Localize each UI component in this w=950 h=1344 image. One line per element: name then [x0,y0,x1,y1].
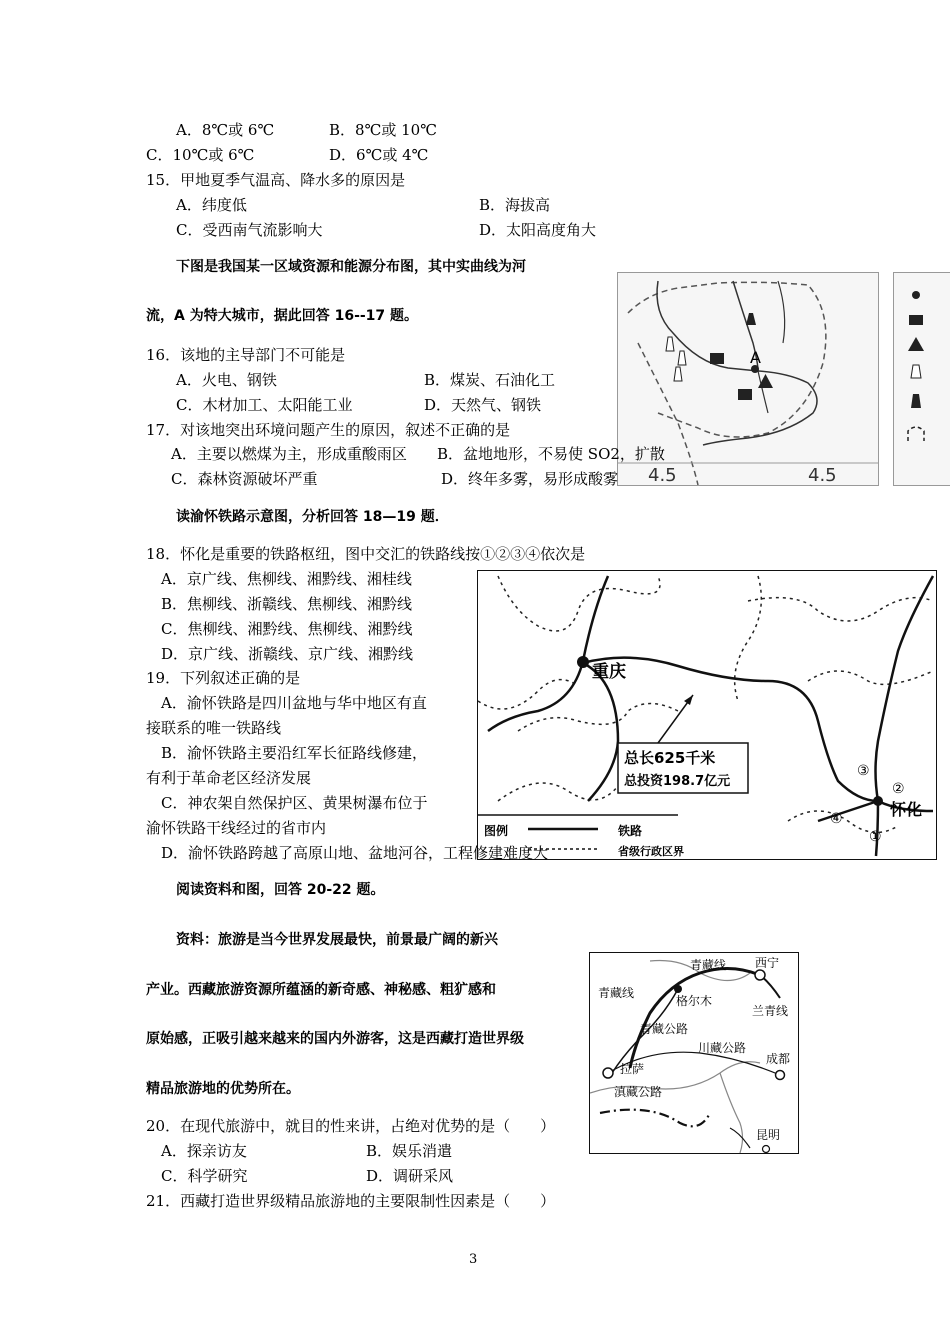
material-line3: 原始感，正吸引越来越来的国内外游客，这是西藏打造世界级 [146,1031,524,1047]
q19-option-d: D．渝怀铁路跨越了高原山地、盆地河谷，工程修建难度大 [161,844,549,862]
q18-stem: 18．怀化是重要的铁路枢纽，图中交汇的铁路线按①②③④依次是 [146,545,586,563]
label-qingzang-line-top: 青藏线 [690,958,727,972]
q15-stem: 15．甲地夏季气温高、降水多的原因是 [146,171,406,189]
rail-number-2: ② [892,781,905,797]
tibet-map-drawing [590,953,798,1153]
q15-option-b: B．海拔高 [479,196,551,214]
rail-number-4: ④ [830,811,843,827]
q14-option-a: A．8℃或 6℃ [176,121,275,139]
q16-stem: 16．该地的主导部门不可能是 [146,346,346,364]
city-chongqing: 重庆 [592,662,626,682]
legend-border-label: 省级行政区界 [618,845,684,858]
q20-option-a: A．探亲访友 [161,1142,247,1160]
resource-map-legend [893,272,950,486]
q17-option-b: B．盆地地形，不易使 SO2，扩散 [437,445,665,463]
q15-option-d: D．太阳高度角大 [479,221,597,239]
label-kunming: 昆明 [756,1128,781,1142]
map1-scale-left: 4.5 [648,465,677,485]
q17-option-d: D．终年多雾，易形成酸雾 [441,470,619,488]
q19-option-b-line1: B．渝怀铁路主要沿红军长征路线修建， [161,744,428,762]
q17-option-c: C．森林资源破坏严重 [171,470,318,488]
q15-option-a: A．纬度低 [176,196,247,214]
legend-rail-label: 铁路 [618,824,643,838]
rail-number-1: ① [869,829,882,845]
label-qingzang-road: 青藏公路 [640,1022,689,1036]
label-golmud: 格尔木 [676,994,713,1008]
q18-option-b: B．焦柳线、浙赣线、焦柳线、湘黔线 [161,595,413,613]
map1-scale-right: 4.5 [808,465,837,485]
q18-option-c: C．焦柳线、湘黔线、焦柳线、湘黔线 [161,620,413,638]
q18-option-a: A．京广线、焦柳线、湘黔线、湘桂线 [161,570,412,588]
railway-map-drawing [478,571,936,859]
rail-number-3: ③ [857,763,870,779]
q14-option-c: C．10℃或 6℃ [146,146,255,164]
intro-16-17-line1: 下图是我国某一区域资源和能源分布图，其中实曲线为河 [176,259,526,275]
q17-stem: 17．对该地突出环境问题产生的原因，叙述不正确的是 [146,421,511,439]
q20-stem: 20．在现代旅游中，就目的性来讲，占绝对优势的是（ ） [146,1117,556,1135]
q16-option-a: A．火电、钢铁 [176,371,277,389]
intro-16-17-line2: 流，A 为特大城市，据此回答 16--17 题。 [146,308,419,324]
label-xining: 西宁 [755,956,780,970]
q16-option-b: B．煤炭、石油化工 [424,371,556,389]
q17-option-a: A．主要以燃煤为主，形成重酸雨区 [171,445,407,463]
label-chuanzang-road: 川藏公路 [698,1041,747,1055]
q19-stem: 19．下列叙述正确的是 [146,669,301,687]
q20-option-d: D．调研采风 [366,1167,454,1185]
q21-stem: 21．西藏打造世界级精品旅游地的主要限制性因素是（ ） [146,1192,556,1210]
material-line4: 精品旅游地的优势所在。 [146,1081,300,1097]
railway-length-label: 总长625千米 [624,749,716,767]
q19-option-a-line2: 接联系的唯一铁路线 [146,719,282,737]
q19-option-a-line1: A．渝怀铁路是四川盆地与华中地区有直 [161,694,427,712]
resource-legend-symbols [894,273,950,485]
label-lanqing-line: 兰青线 [752,1004,789,1018]
q15-option-c: C．受西南气流影响大 [176,221,323,239]
legend-title: 图例 [484,824,509,838]
material-line1: 资料：旅游是当今世界发展最快，前景最广阔的新兴 [176,932,498,948]
intro-20-22: 阅读资料和图，回答 20-22 题。 [176,882,385,898]
tibet-transport-map [589,952,799,1154]
city-a-label: A [750,348,761,367]
intro-18-19: 读渝怀铁路示意图，分析回答 18—19 题． [176,509,449,525]
q19-option-c-line1: C．神农架自然保护区、黄果树瀑布位于 [161,794,428,812]
railway-map [477,570,937,860]
q16-option-d: D．天然气、钢铁 [424,396,542,414]
railway-investment-label: 总投资198.7亿元 [624,774,731,789]
city-huaihua: 怀化 [890,800,923,819]
q20-option-b: B．娱乐消遣 [366,1142,453,1160]
page-number: 3 [469,1252,478,1267]
label-lhasa: 拉萨 [620,1062,645,1076]
q14-option-d: D．6℃或 4℃ [329,146,429,164]
q20-option-c: C．科学研究 [161,1167,248,1185]
label-chengdu: 成都 [766,1052,791,1066]
label-qingzang-line-left: 青藏线 [598,986,635,1000]
q16-option-c: C．木材加工、太阳能工业 [176,396,353,414]
q19-option-c-line2: 渝怀铁路干线经过的省市内 [146,819,327,837]
material-line2: 产业。西藏旅游资源所蕴涵的新奇感、神秘感、粗犷感和 [146,982,496,998]
q19-option-b-line2: 有利于革命老区经济发展 [146,769,312,787]
q18-option-d: D．京广线、浙赣线、京广线、湘黔线 [161,645,414,663]
q14-option-b: B．8℃或 10℃ [329,121,437,139]
label-dianzang-road: 滇藏公路 [614,1085,663,1099]
